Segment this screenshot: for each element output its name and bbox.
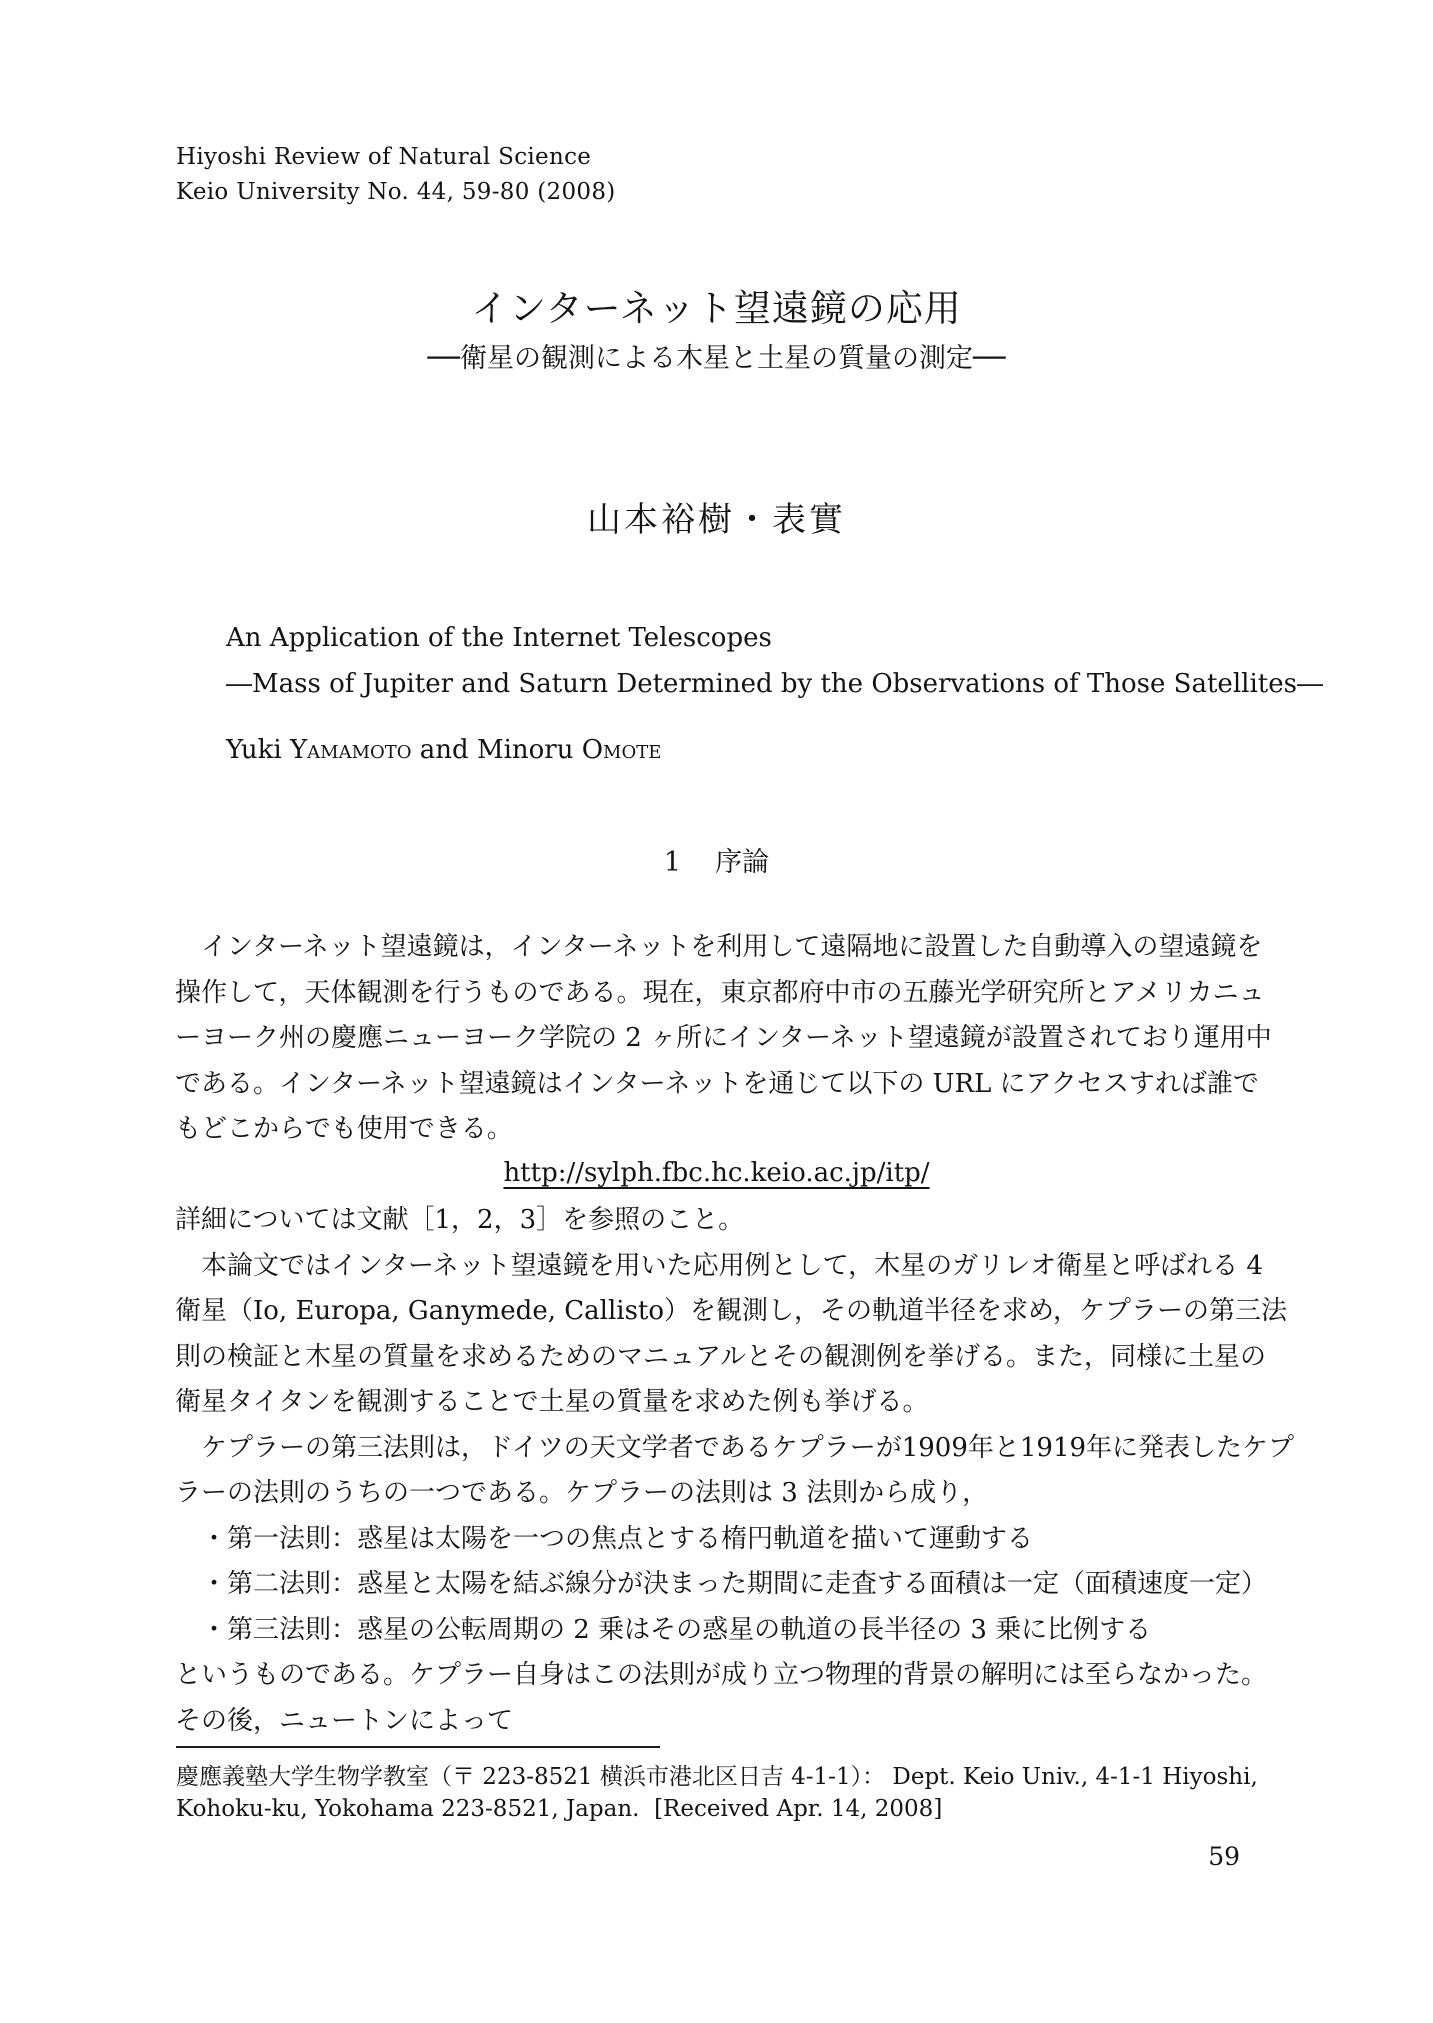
body-text-line: 詳細については文献［1，2，3］を参照のこと。: [175, 1205, 745, 1235]
body-text-line: ーヨーク州の慶應ニューヨーク学院の 2 ヶ所にインターネット望遠鏡が設置されており運用中: [175, 1023, 1272, 1053]
body-text-line: 操作して，天体観測を行うものである。現在，東京都府中市の五藤光学研究所とアメリカニュ: [175, 977, 1265, 1008]
footnote-line: Kohoku-ku, Yokohama 223-8521, Japan. [Received Apr. 14, 2008]: [176, 1796, 943, 1822]
english-title-block: [226, 620, 1323, 768]
section-number: 1: [663, 847, 682, 878]
body-text-line: というものである。ケプラー自身はこの法則が成り立つ物理的背景の解明には至らなかった。: [175, 1660, 1268, 1690]
body-text-line: ケプラーの第三法則は，ドイツの天文学者であるケプラーが1909年と1919年に発表したケプ: [175, 1432, 1295, 1463]
footnote-line: 慶應義塾大学生物学教室（〒 223-8521 横浜市港北区日吉 4-1-1）： Dept. Keio Univ., 4-1-1 Hiyoshi,: [176, 1764, 1258, 1790]
body-text-line: である。インターネット望遠鏡はインターネットを通じて以下の URL にアクセスすれば誰で: [175, 1068, 1259, 1099]
body-text-line: 衛星（Io, Europa, Ganymede, Callisto）を観測し，その軌道半径を求め，ケプラーの第三法: [175, 1296, 1287, 1326]
authors-en: [226, 732, 1323, 768]
article-subtitle-jp: ──衛星の観測による木星と土星の質量の測定──: [427, 343, 1006, 374]
journal-header: [176, 140, 616, 210]
body-text-line: その後，ニュートンによって: [175, 1705, 514, 1736]
page-number: 59: [1208, 1842, 1240, 1871]
author-en-surname-1: Yamamoto: [289, 735, 412, 765]
author-en-first: Yuki: [226, 735, 290, 765]
body-text-line: ラーの法則のうちの一つである。ケプラーの法則は 3 法則から成り，: [175, 1478, 989, 1508]
author-en-connector: and Minoru: [411, 735, 582, 765]
body-text-line: 衛星タイタンを観測することで土星の質量を求めた例も挙げる。: [175, 1387, 929, 1417]
intro-paragraph-1: [175, 926, 1270, 1154]
telescope-url-line: [175, 1158, 1258, 1188]
footnote: [176, 1758, 1276, 1834]
body-text-line: もどこからでも使用できる。: [175, 1114, 513, 1144]
body-text-line: ・第三法則：惑星の公転周期の 2 乗はその惑星の軌道の長半径の 3 乗に比例する: [175, 1614, 1152, 1645]
journal-name: Hiyoshi Review of Natural Science: [176, 144, 592, 170]
author-en-surname-2: Omote: [581, 735, 662, 765]
body-text-line: インターネット望遠鏡は，インターネットを利用して遠隔地に設置した自動導入の望遠鏡を: [175, 932, 1263, 962]
footnote-rule: [176, 1746, 660, 1748]
body-text-line: 本論文ではインターネット望遠鏡を用いた応用例として，木星のガリレオ衛星と呼ばれる 4: [175, 1250, 1263, 1281]
telescope-url-link[interactable]: http://sylph.fbc.hc.keio.ac.jp/itp/: [503, 1158, 930, 1188]
body-text-line: ・第二法則：惑星と太陽を結ぶ線分が決まった期間に走査する面積は一定（面積速度一定）: [175, 1569, 1268, 1599]
body-text-line: 則の検証と木星の質量を求めるためのマニュアルとその観測例を挙げる。また，同様に土星の: [175, 1341, 1266, 1372]
article-subtitle-en: ―Mass of Jupiter and Saturn Determined by the Observations of Those Satellites―: [226, 669, 1323, 699]
body-text-line: ・第一法則：惑星は太陽を一つの焦点とする楕円軌道を描いて運動する: [175, 1523, 1034, 1554]
article-title-jp: インターネット望遠鏡の応用: [471, 287, 962, 330]
article-title-en: An Application of the Internet Telescopes: [226, 623, 772, 653]
section-title: 序論: [715, 847, 770, 878]
intro-paragraph-2: [175, 1199, 1295, 1745]
authors-jp: 山本裕樹・表實: [587, 500, 846, 540]
section-1-heading: [175, 840, 1258, 879]
journal-issue: Keio University No. 44, 59-80 (2008): [176, 179, 616, 205]
